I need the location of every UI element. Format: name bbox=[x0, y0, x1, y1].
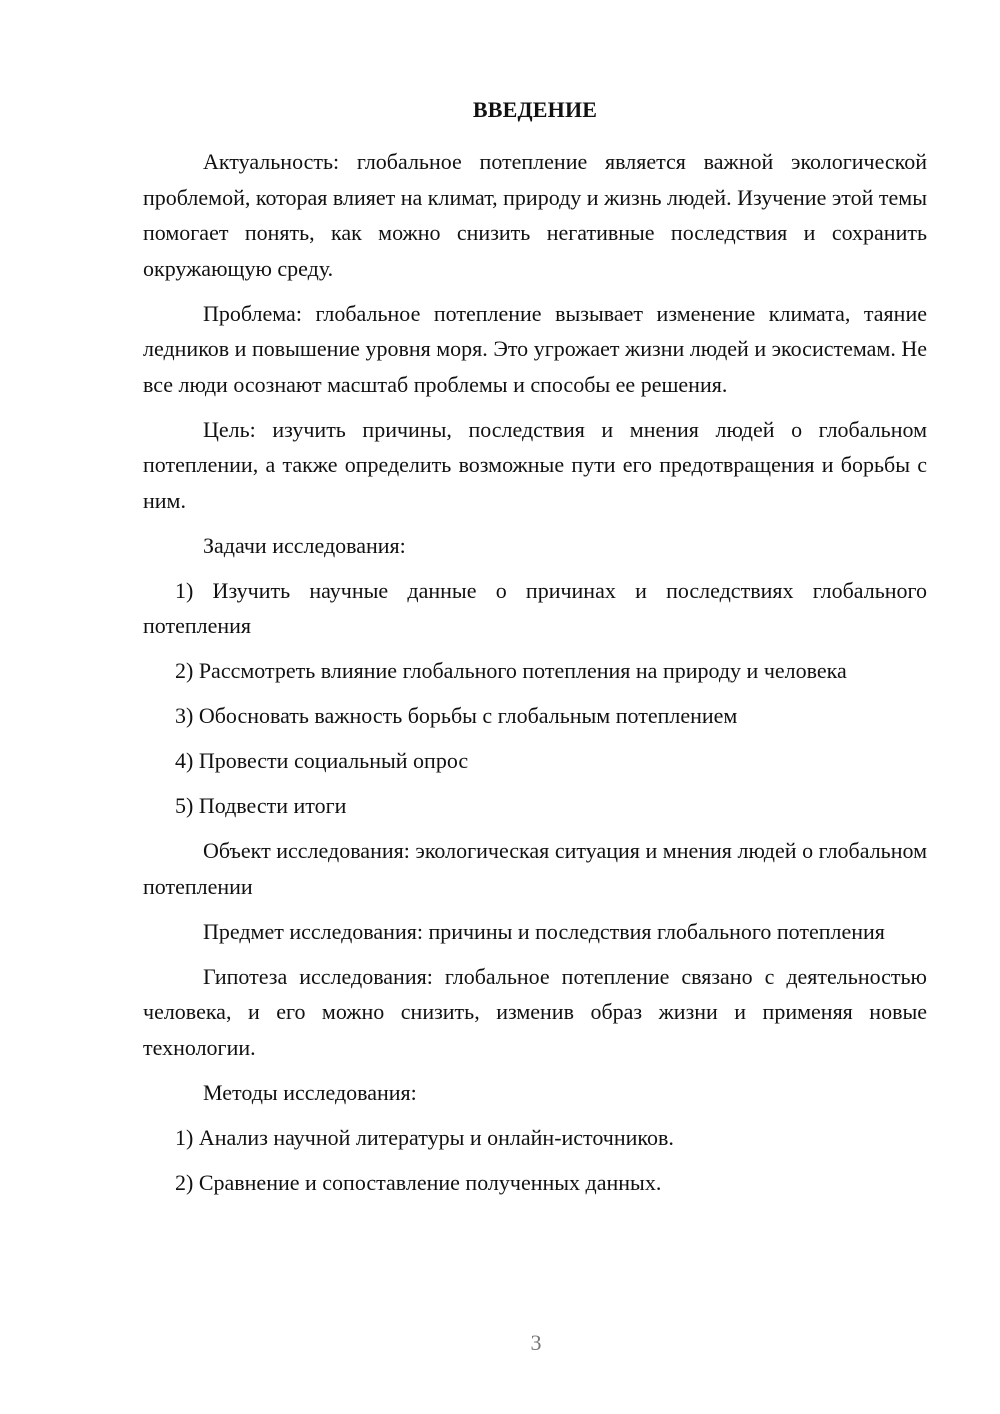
paragraph-goal: Цель: изучить причины, последствия и мнения людей о глобальном потеплении, а также определить возможные пути его предотвращения и борьбы с ним. bbox=[143, 416, 927, 513]
list-item-method-1: 1) Анализ научной литературы и онлайн-источников. bbox=[175, 1124, 674, 1150]
paragraph-object: Объект исследования: экологическая ситуация и мнения людей о глобальном потеплении bbox=[143, 838, 927, 899]
page-title: ВВЕДЕНИЕ bbox=[472, 97, 598, 122]
list-item-task-1: 1) Изучить научные данные о причинах и последствиях глобального потепления bbox=[143, 577, 927, 638]
page-number: 3 bbox=[530, 1330, 542, 1355]
paragraph-subject: Предмет исследования: причины и последствия глобального потепления bbox=[203, 918, 885, 944]
paragraph-hypothesis: Гипотеза исследования: глобальное потепление связано с деятельностью человека, и его можно снизить, изменив образ жизни и применяя новые технологии. bbox=[143, 963, 927, 1060]
paragraph-problem: Проблема: глобальное потепление вызывает изменение климата, таяние ледников и повышение уровня моря. Это угрожает жизни людей и экосистемам. Не все люди осознают масштаб проблемы и способы ее решения. bbox=[143, 300, 927, 397]
paragraph-tasks-heading: Задачи исследования: bbox=[203, 532, 406, 558]
list-item-task-3: 3) Обосновать важность борьбы с глобальным потеплением bbox=[175, 703, 738, 728]
list-item-task-5: 5) Подвести итоги bbox=[175, 793, 347, 818]
list-item-task-4: 4) Провести социальный опрос bbox=[175, 748, 469, 773]
list-item-task-2: 2) Рассмотреть влияние глобального потепления на природу и человека bbox=[175, 658, 847, 683]
paragraph-methods-heading: Методы исследования: bbox=[203, 1079, 417, 1105]
paragraph-relevance: Актуальность: глобальное потепление является важной экологической проблемой, которая влияет на климат, природу и жизнь людей. Изучение этой темы помогает понять, как можно снизить негативные последствия и сохранить окружающую среду. bbox=[143, 149, 927, 281]
page-content bbox=[143, 96, 927, 1210]
list-item-method-2: 2) Сравнение и сопоставление полученных данных. bbox=[175, 1169, 662, 1195]
